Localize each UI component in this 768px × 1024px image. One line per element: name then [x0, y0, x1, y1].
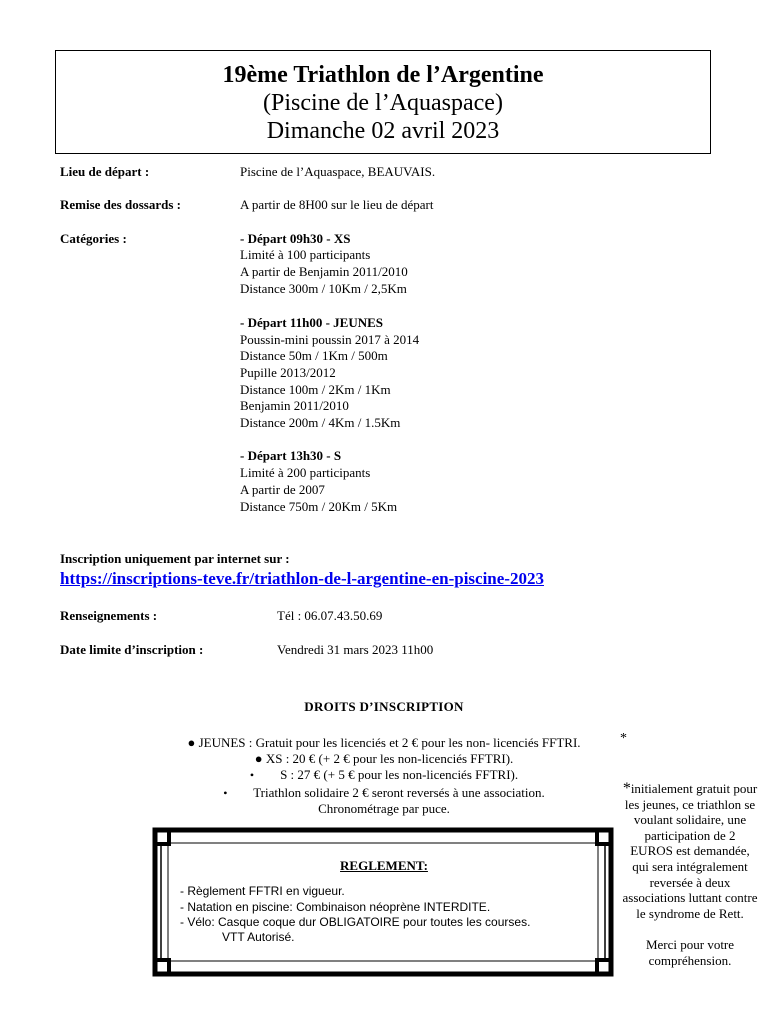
inscription-link[interactable]: https://inscriptions-teve.fr/triathlon-de-l-argentine-en-piscine-2023 — [60, 569, 544, 588]
title-box — [55, 50, 711, 154]
category-heading: - Départ 11h00 - JEUNES — [240, 315, 384, 330]
category-line: Distance 50m / 1Km / 500m — [240, 348, 388, 363]
droits-item — [0, 735, 768, 751]
lieu-label: Lieu de départ : — [60, 164, 150, 179]
droits-item-text: JEUNES : Gratuit pour les licenciés et 2 € pour les non- licenciés FFTRI. — [198, 735, 581, 750]
bullet-icon: ● — [254, 751, 263, 766]
category-line: Distance 100m / 2Km / 1Km — [240, 382, 391, 397]
category-line: A partir de 2007 — [240, 482, 325, 497]
reglement-line: - Natation en piscine: Combinaison néoprène INTERDITE. — [180, 900, 491, 914]
category-line: Benjamin 2011/2010 — [240, 398, 349, 413]
category-line: Distance 300m / 10Km / 2,5Km — [240, 281, 407, 296]
bullet-icon: ● — [187, 735, 196, 750]
chrono-text: Chronométrage par puce. — [318, 801, 450, 816]
bullet-icon: • — [249, 768, 255, 782]
side-note — [622, 781, 758, 968]
bullet-icon: • — [223, 786, 228, 800]
category-line: Distance 750m / 20Km / 5Km — [240, 499, 398, 514]
reglement-line: - Règlement FFTRI en vigueur. — [180, 884, 345, 898]
droits-item-text: S : 27 € (+ 5 € pour les non-licenciés FFTRI). — [280, 767, 519, 782]
renseignements-value: Tél : 06.07.43.50.69 — [277, 608, 383, 623]
dossards-value: A partir de 8H00 sur le lieu de départ — [240, 197, 434, 212]
date-limite-value: Vendredi 31 mars 2023 11h00 — [277, 642, 434, 657]
inscription-label: Inscription uniquement par internet sur : — [60, 551, 290, 566]
category-line: Limité à 100 participants — [240, 247, 371, 262]
category-line: Pupille 2013/2012 — [240, 365, 336, 380]
event-title: 19ème Triathlon de l’Argentine — [222, 62, 544, 88]
droits-title: DROITS D’INSCRIPTION — [304, 699, 464, 714]
droits-item — [0, 751, 768, 767]
categories-label: Catégories : — [60, 231, 127, 246]
category-line: Distance 200m / 4Km / 1.5Km — [240, 415, 401, 430]
renseignements-label: Renseignements : — [60, 608, 158, 623]
reglement-title: REGLEMENT: — [340, 858, 428, 873]
note-asterisk: * — [622, 780, 631, 797]
event-venue: (Piscine de l’Aquaspace) — [263, 90, 503, 116]
reglement-line: VTT Autorisé. — [222, 930, 295, 944]
asterisk: * — [620, 731, 627, 746]
reglement-line: - Vélo: Casque coque dur OBLIGATOIRE pour toutes les courses. — [180, 915, 531, 929]
date-limite-label: Date limite d’inscription : — [60, 642, 204, 657]
category-line: Poussin-mini poussin 2017 à 2014 — [240, 332, 420, 347]
category-heading: - Départ 09h30 - XS — [240, 231, 351, 246]
category-heading: - Départ 13h30 - S — [240, 448, 342, 463]
droits-item-text: XS : 20 € (+ 2 € pour les non-licenciés FFTRI). — [265, 751, 514, 766]
event-date: Dimanche 02 avril 2023 — [266, 118, 500, 144]
note-thanks: Merci pour votre compréhension. — [645, 936, 735, 968]
droits-item-text: Triathlon solidaire 2 € seront reversés à une association. — [253, 785, 545, 800]
note-text: initialement gratuit pour les jeunes, ce triathlon se voulant solidaire, une participation de 2 EUROS est demandée, qui sera intégralement reversée à deux associations luttant contre le syndrome de Rett. — [622, 781, 758, 921]
category-line: Limité à 200 participants — [240, 465, 371, 480]
lieu-value: Piscine de l’Aquaspace, BEAUVAIS. — [240, 164, 436, 179]
category-line: A partir de Benjamin 2011/2010 — [240, 264, 408, 279]
dossards-label: Remise des dossards : — [60, 197, 181, 212]
